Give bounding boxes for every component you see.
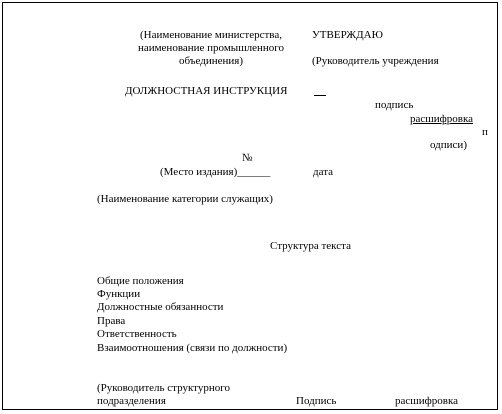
section-duties: Должностные обязанности [97, 301, 224, 313]
structure-title: Структура текста [270, 240, 351, 252]
signature-label: подпись [375, 99, 414, 111]
number-sign: № [242, 152, 253, 164]
instruction-title: ДОЛЖНОСТНАЯ ИНСТРУКЦИЯ [125, 85, 288, 97]
footer-signature: Подпись [296, 395, 337, 407]
place-of-issue: (Место издания)______ [160, 166, 271, 178]
footer-decoding: расшифровка [395, 395, 459, 407]
section-responsibility: Ответственность [97, 328, 177, 340]
section-functions: Функции [97, 288, 141, 300]
document-page [2, 2, 498, 410]
date-label: дата [313, 166, 334, 178]
section-general: Общие положения [97, 275, 184, 287]
signature-fragment-p: п [482, 126, 488, 138]
ministry-name-line2: наименование промышленного [137, 42, 285, 54]
ministry-name-line1: (Наименование министерства, [139, 29, 282, 41]
footer-head-line2: подразделения [97, 395, 166, 407]
footer-head-line1: (Руководитель структурного [97, 382, 230, 394]
employee-category: (Наименование категории служащих) [97, 193, 273, 205]
section-relations: Взаимоотношения (связи по должности) [97, 342, 288, 354]
approval-role: (Руководитель учреждения [312, 55, 439, 67]
approval-title: УТВЕРЖДАЮ [312, 29, 383, 41]
title-blank-line [314, 83, 326, 96]
ministry-name-line3: объединения) [179, 55, 243, 67]
decoding-label: расшифровка [410, 113, 474, 125]
section-rights: Права [97, 315, 126, 327]
signature-fragment-odpisi: одписи) [430, 139, 467, 151]
